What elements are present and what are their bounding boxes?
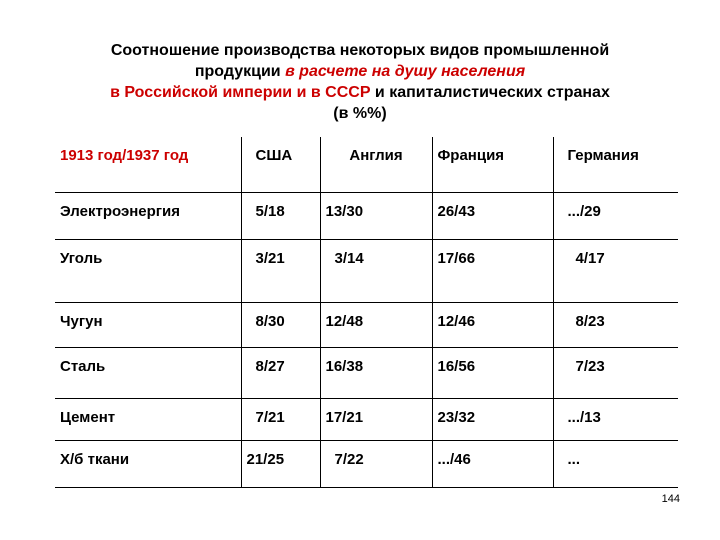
table-cell: 17/21 [320, 398, 432, 440]
table-row [55, 398, 678, 440]
table-cell: 26/43 [432, 192, 553, 239]
slide-title [40, 40, 680, 124]
table-cell: 12/48 [320, 302, 432, 347]
title-line-2-prefix: продукции [194, 63, 286, 80]
row-label: Х/б ткани [60, 450, 130, 468]
table-row [55, 239, 678, 302]
table-cell: 7/21 [241, 398, 320, 440]
row-label: Электроэнергия [60, 202, 181, 220]
header-france: Франция [432, 137, 553, 192]
table-cell: 13/30 [320, 192, 432, 239]
title-line-2 [40, 61, 680, 82]
table-cell: 3/14 [320, 239, 432, 302]
table-cell: 16/38 [320, 347, 432, 398]
table-row [55, 347, 678, 398]
table-cell: .../29 [553, 192, 678, 239]
production-comparison-table [55, 137, 678, 488]
table-cell: 8/30 [241, 302, 320, 347]
table-row [55, 302, 678, 347]
table-cell: 5/18 [241, 192, 320, 239]
table-cell: 7/23 [553, 347, 678, 398]
page-number: 144 [661, 493, 680, 505]
table-row [55, 192, 678, 239]
table-cell: 8/23 [553, 302, 678, 347]
table-cell: 23/32 [432, 398, 553, 440]
table-cell: 21/25 [241, 440, 320, 487]
table-cell: 8/27 [241, 347, 320, 398]
title-line-3 [40, 82, 680, 103]
title-line-1: Соотношение производства некоторых видов промышленной [110, 42, 610, 59]
table-cell: ... [553, 440, 678, 487]
header-usa: США [241, 137, 320, 192]
row-label: Сталь [60, 357, 106, 375]
table-cell: .../13 [553, 398, 678, 440]
title-line-3-suffix: и капиталистических странах [370, 84, 610, 101]
title-highlight-per-capita: в расчете на душу населения [285, 63, 526, 80]
title-line-4: (в %%) [333, 105, 387, 122]
table-cell: 4/17 [553, 239, 678, 302]
title-highlight-russia-ussr: в Российской империи и в СССР [110, 84, 371, 101]
row-label: Чугун [60, 312, 103, 330]
table-cell: 16/56 [432, 347, 553, 398]
table-cell: 12/46 [432, 302, 553, 347]
table-cell: 7/22 [320, 440, 432, 487]
row-label: Цемент [60, 408, 116, 426]
table-cell: .../46 [432, 440, 553, 487]
table-cell: 3/21 [241, 239, 320, 302]
table-cell: 17/66 [432, 239, 553, 302]
table-row [55, 440, 678, 487]
header-years: 1913 год/1937 год [60, 147, 189, 164]
table-header-row [55, 137, 678, 192]
row-label: Уголь [60, 249, 103, 267]
header-germany: Германия [553, 137, 678, 192]
header-england: Англия [320, 137, 432, 192]
